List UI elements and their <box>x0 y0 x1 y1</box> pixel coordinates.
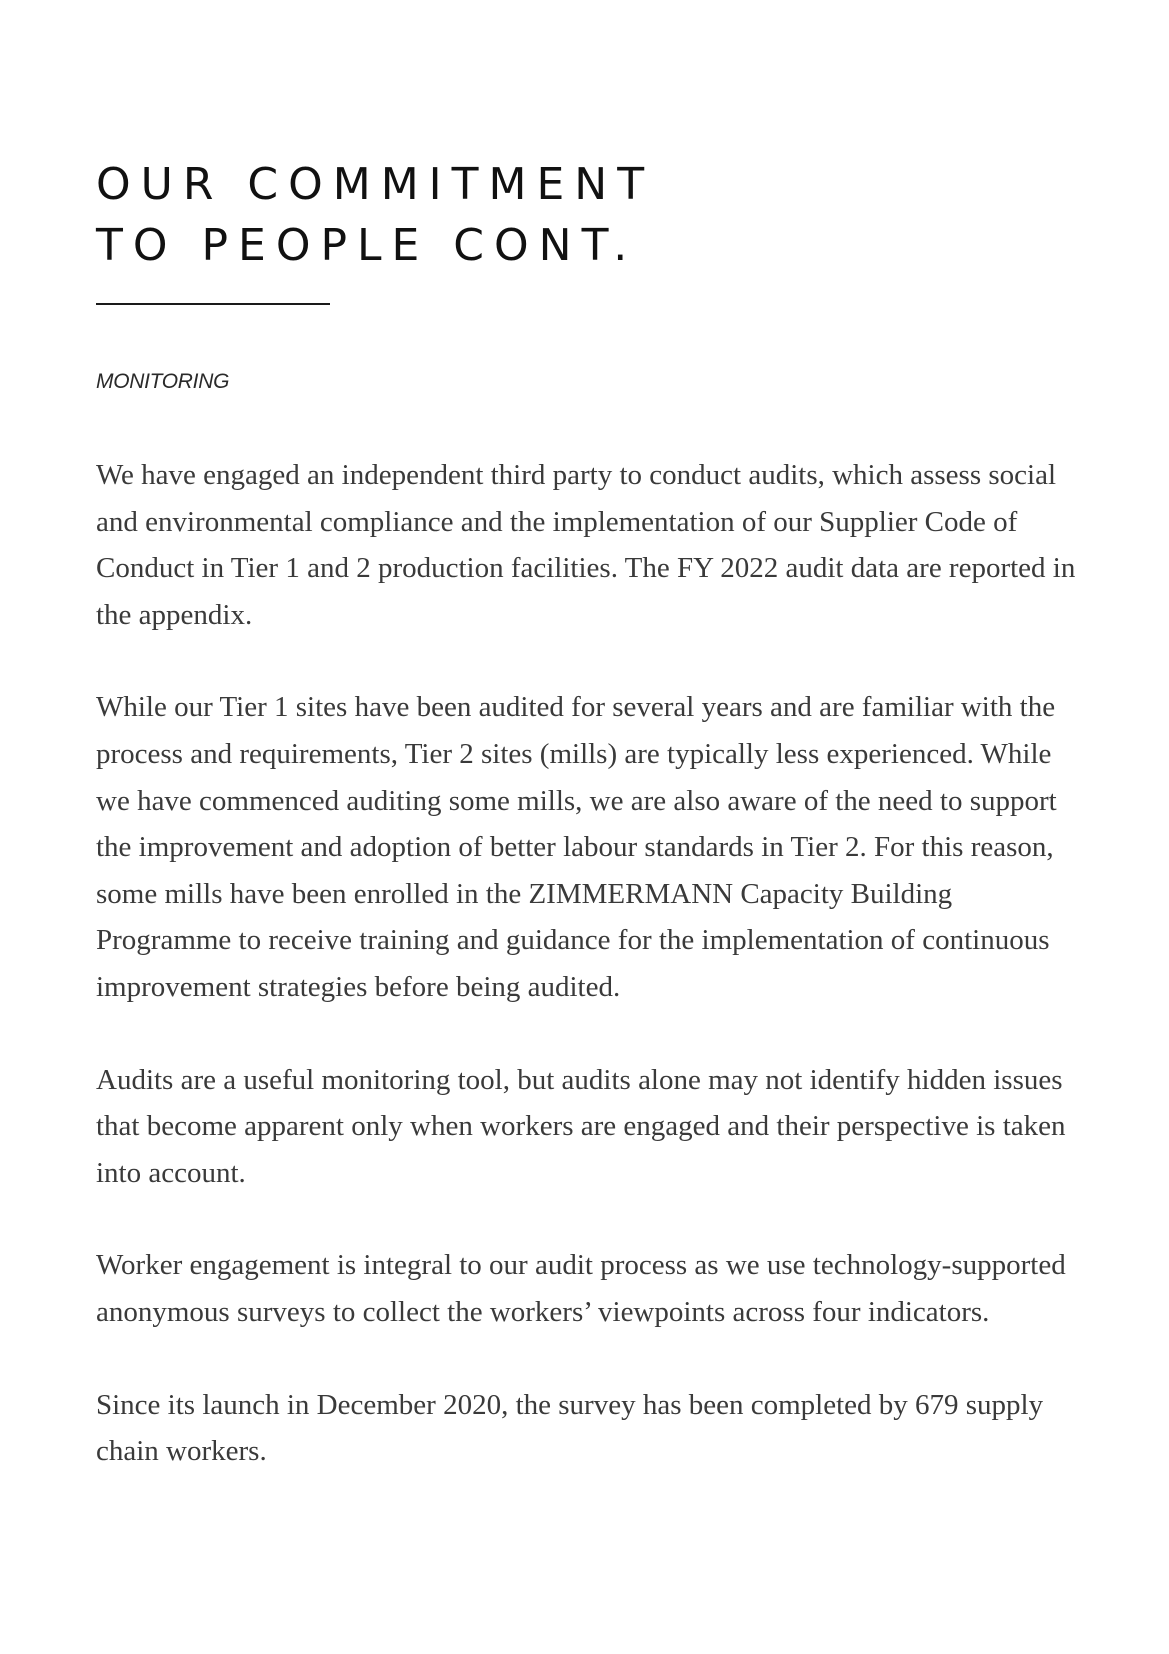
page-title <box>96 154 654 276</box>
section-label: MONITORING <box>96 370 230 393</box>
paragraph-survey-completion: Since its launch in December 2020, the survey has been completed by 679 supply chain workers. <box>96 1388 1044 1468</box>
paragraph-worker-engagement: Worker engagement is integral to our audit process as we use technology-supported anonymous surveys to collect the workers’ viewpoints across four indicators. <box>96 1249 1066 1328</box>
paragraph-audits: We have engaged an independent third party to conduct audits, which assess social and environmental compliance and the implementation of our Supplier Code of Conduct in Tier 1 and 2 production facilities. The FY 2022 audit data are reported in the appendix. <box>96 459 1076 631</box>
body-text <box>96 452 1086 1521</box>
title-divider <box>96 303 330 305</box>
paragraph-tier-sites: While our Tier 1 sites have been audited for several years and are familiar with the process and requirements, Tier 2 sites (mills) are typically less experienced. While we have commenced auditing some mills, we are also aware of the need to support the improvement and adoption of better labour standards in Tier 2. For this reason, some mills have been enrolled in the ZIMMERMANN Capacity Building Programme to receive training and guidance for the implementation of continuous improvement strategies before being audited. <box>96 691 1057 1003</box>
page-title-line-2: TO PEOPLE CONT. <box>96 220 638 271</box>
page-title-line-1: OUR COMMITMENT <box>96 159 655 210</box>
paragraph-audit-limits: Audits are a useful monitoring tool, but audits alone may not identify hidden issues that become apparent only when workers are engaged and their perspective is taken into account. <box>96 1063 1066 1189</box>
